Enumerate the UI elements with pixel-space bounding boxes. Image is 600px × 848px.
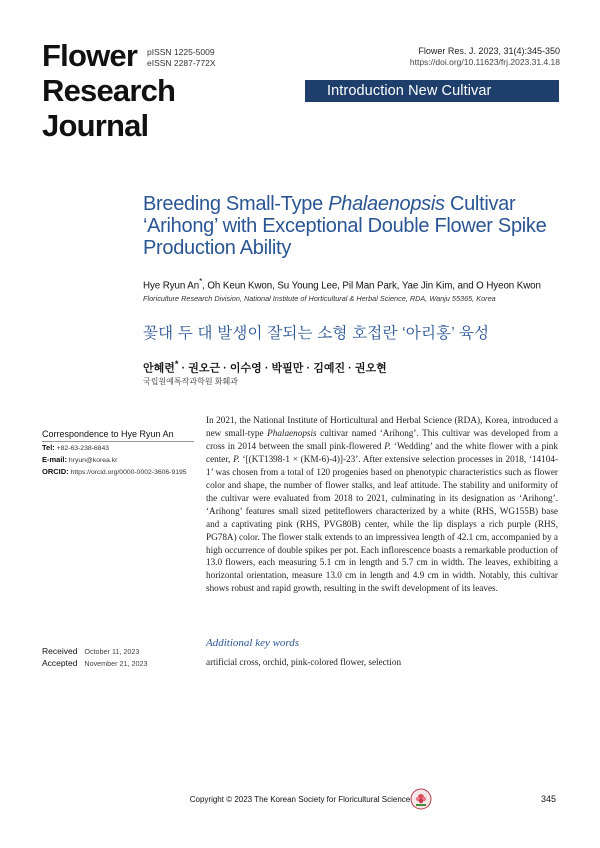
received-date: October 11, 2023 [84, 647, 140, 656]
title-part2: Cultivar ‘Arihong’ with Exceptional Double Flower Spike Production Ability [143, 193, 547, 259]
accepted-line [42, 658, 148, 670]
society-logo-icon [410, 788, 432, 810]
abstract-p2: P. [233, 453, 240, 464]
keywords-text: artificial cross, orchid, pink-colored flower, selection [206, 657, 402, 667]
received-line [42, 646, 148, 658]
korean-affiliation: 국립원예특작과학원 화훼과 [143, 377, 238, 386]
title-part1: Breeding Small-Type [143, 193, 329, 215]
journal-name-line3: Journal [42, 108, 149, 143]
abstract-paragraph [206, 414, 558, 595]
correspondence-box [42, 429, 194, 478]
journal-name-line2: Research [42, 73, 176, 108]
pissn: pISSN 1225-5009 [147, 47, 215, 57]
abstract-s4: ‘[(KT1398-1 × (KM-6)-4)]-23’. After extensive selection processes in 2018, ‘14104-1’ was chosen from a total of 120 progenies based on phenotypic characteristics such as flower color and shape, the number of flower stalks, and leaf attitude. The stability and uniformity of the cultivar were evaluated from 2018 to 2021, culminating in its designation as ‘Arihong’. ‘Arihong’ features small sized petiteflowers characterized by a white (RHS, WG155B) base and a captivating pink (RHS, PVG80B) center, while the lip displays a rich purple (RHS, PG78A) color. The flower stalk extends to an impressivea length of 42.1 cm, accompanied by a high occurrence of double spikes per pot. Each inflorescence boasts a remarkable production of 13.0 flowers, each measuring 5.1 cm in length and 5.7 cm in width. The leaves, exhibiting a horizontal orientation, measure 13.0 cm in length and 4.9 cm in width. Notably, this cultivar shows robust and rapid growth, resulting in the swift development of its leaves. [206, 453, 558, 594]
abstract-s1: In 2021, the National Institute of Horticultural and Herbal Science (RDA), Korea, introduced a new small-type [206, 415, 558, 438]
accepted-label: Accepted [42, 657, 78, 668]
korean-author-first: 안혜련 [143, 362, 175, 375]
email-label: E-mail: [42, 455, 68, 464]
citation-block [410, 46, 560, 68]
korean-title: 꽃대 두 대 발생이 잘되는 소형 호접란 ‘아리홍’ 육성 [143, 325, 490, 342]
issn-block [147, 47, 216, 69]
journal-name-line1: Flower [42, 38, 138, 73]
doi-link[interactable]: https://doi.org/10.11623/frj.2023.31.4.18 [409, 57, 560, 67]
abstract [206, 414, 558, 595]
affiliation: Floriculture Research Division, National Institute of Horticultural & Herbal Science, RDA, Wanju 55365, Korea [143, 294, 496, 303]
tel-value: +82-63-238-6843 [56, 445, 110, 452]
korean-author-rest: · 권오근 · 이수영 · 박필만 · 김예진 · 권오현 [178, 362, 387, 375]
correspondence-orcid [42, 466, 194, 478]
title-genus: Phalaenopsis [328, 193, 445, 215]
tel-label: Tel: [42, 443, 55, 452]
citation: Flower Res. J. 2023, 31(4):345-350 [418, 46, 560, 56]
accepted-date: November 21, 2023 [84, 658, 148, 668]
correspondence-heading: Correspondence to Hye Ryun An [42, 429, 174, 439]
abstract-p1: P. [384, 440, 392, 451]
article-title [143, 193, 573, 259]
section-banner: Introduction New Cultivar [305, 80, 559, 102]
author-first: Hye Ryun An [143, 280, 200, 292]
eissn: eISSN 2287-772X [147, 58, 216, 68]
page-number: 345 [540, 794, 556, 804]
keywords-heading: Additional key words [206, 637, 300, 649]
received-label: Received [42, 646, 78, 656]
orcid-value[interactable]: https://orcid.org/0000-0002-3606-9195 [70, 469, 187, 476]
corresponding-star: * [199, 277, 203, 286]
abstract-s3: ‘Wedding’ and the white flower with a pink center, [206, 440, 558, 464]
abstract-genus: Phalaenopsis [267, 427, 317, 438]
correspondence-email [42, 454, 194, 466]
author-list [143, 276, 583, 292]
page-footer [0, 788, 600, 814]
correspondence-tel [42, 442, 194, 454]
abstract-s2: cultivar named ‘Arihong’. This cultivar was developed from a cross in 2014 between the small pink-flowered [206, 427, 558, 451]
dates-block [42, 646, 148, 669]
email-value[interactable]: hryun@korea.kr [68, 457, 118, 464]
copyright: Copyright © 2023 The Korean Society for Floricultural Science [189, 795, 411, 804]
orcid-label: ORCID: [42, 467, 69, 476]
author-rest: , Oh Keun Kwon, Su Young Lee, Pil Man Park, Yae Jin Kim, and O Hyeon Kwon [202, 280, 541, 292]
korean-author-list [143, 358, 387, 376]
korean-corresponding-star: * [174, 359, 179, 369]
